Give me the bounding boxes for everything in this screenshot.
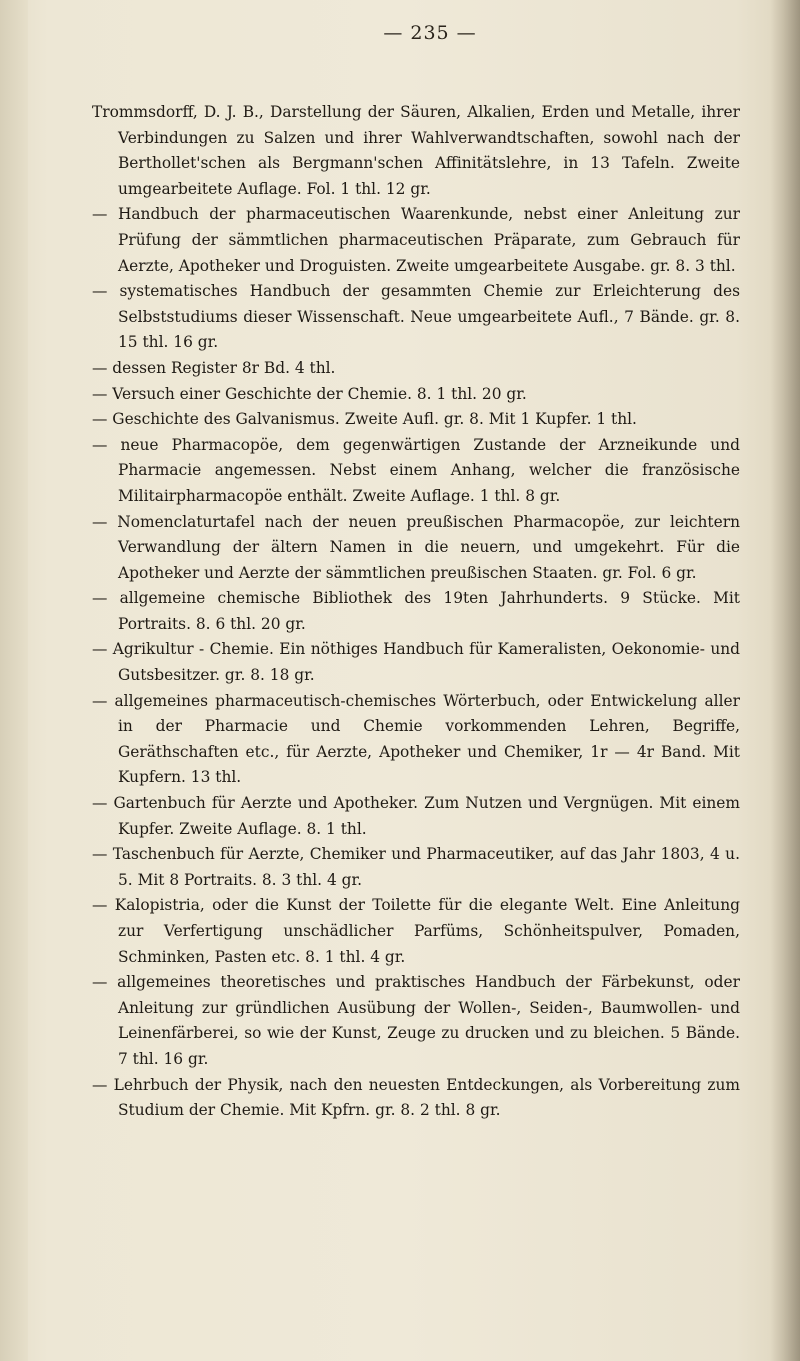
catalog-entry: — Lehrbuch der Physik, nach den neuesten Entdeckungen, als Vorbereitung zum Studium der Chemie. Mit Kpfrn. gr. 8. 2 thl. 8 gr. xyxy=(92,1075,740,1120)
catalog-entry: — allgemeines pharmaceutisch-chemisches Wörterbuch, oder Entwickelung aller in der Pharmacie und Chemie vorkommenden Lehren, Begriffe, Geräthschaften etc., für Aerzte, Apotheker und Chemiker, 1r — 4r Band. Mit Kupfern. 13 thl. xyxy=(92,691,740,787)
catalog-entry: — Taschenbuch für Aerzte, Chemiker und Pharmaceutiker, auf das Jahr 1803, 4 u. 5. Mit 8 Portraits. 8. 3 thl. 4 gr. xyxy=(92,845,740,889)
catalog-entry: Trommsdorff, D. J. B., Darstellung der Säuren, Alkalien, Erden und Metalle, ihrer Verbindungen zu Salzen und ihrer Wahlverwandtschaften, sowohl nach der Berthollet'schen als Bergmann'schen Affinitätslehre, in 13 Tafeln. Zweite umgearbeitete Auflage. Fol. 1 thl. 12 gr. xyxy=(92,103,740,198)
catalog-entry: — Nomenclaturtafel nach der neuen preußischen Pharmacopöe, zur leichtern Verwandlung der ältern Namen in die neuern, und umgekehrt. Für die Apotheker und Aerzte der sämmtlichen preußischen Staaten. gr. Fol. 6 gr. xyxy=(92,512,740,582)
catalog-entry: — neue Pharmacopöe, dem gegenwärtigen Zustande der Arzneikunde und Pharmacie angemessen. Nebst einem Anhang, welcher die französische Militairpharmacopöe enthält. Zweite Auflage. 1 thl. 8 gr. xyxy=(92,435,740,505)
catalog-entry: — Geschichte des Galvanismus. Zweite Aufl. gr. 8. Mit 1 Kupfer. 1 thl. xyxy=(92,410,637,429)
catalog-entry: — Agrikultur - Chemie. Ein nöthiges Handbuch für Kameralisten, Oekonomie- und Gutsbesitzer. gr. 8. 18 gr. xyxy=(92,640,740,685)
catalog-entry: — Handbuch der pharmaceutischen Waarenkunde, nebst einer Anleitung zur Prüfung der sämmtlichen pharmaceutischen Präparate, zum Gebrauch für Aerzte, Apotheker und Droguisten. Zweite umgearbeitete Ausgabe. gr. 8. 3 thl. xyxy=(92,205,740,275)
page-number: — 235 — xyxy=(383,22,477,44)
catalog-entry: — Gartenbuch für Aerzte und Apotheker. Zum Nutzen und Vergnügen. Mit einem Kupfer. Zweite Auflage. 8. 1 thl. xyxy=(92,794,740,838)
catalog-entry: — dessen Register 8r Bd. 4 thl. xyxy=(92,358,336,377)
catalog-entry: — allgemeines theoretisches und praktisches Handbuch der Färbekunst, oder Anleitung zur gründlichen Ausübung der Wollen-, Seiden-, Baumwollen- und Leinenfärberei, so wie der Kunst, Zeuge zu drucken und zu bleichen. 5 Bände. 7 thl. 16 gr. xyxy=(92,973,740,1068)
catalog-entry: — systematisches Handbuch der gesammten Chemie zur Erleichterung des Selbststudiums dieser Wissenschaft. Neue umgearbeitete Aufl., 7 Bände. gr. 8. 15 thl. 16 gr. xyxy=(92,282,740,352)
catalog-entry: — allgemeine chemische Bibliothek des 19ten Jahrhunderts. 9 Stücke. Mit Portraits. 8. 6 thl. 20 gr. xyxy=(92,589,740,633)
page-edge-left xyxy=(0,0,28,1361)
catalog-listing xyxy=(92,100,740,1124)
catalog-entry: — Versuch einer Geschichte der Chemie. 8. 1 thl. 20 gr. xyxy=(92,384,527,403)
catalog-entry: — Kalopistria, oder die Kunst der Toilette für die elegante Welt. Eine Anleitung zur Verfertigung unschädlicher Parfüms, Schönheitspulver, Pomaden, Schminken, Pasten etc. 8. 1 thl. 4 gr. xyxy=(92,896,740,966)
book-spine-shadow xyxy=(770,0,800,1361)
